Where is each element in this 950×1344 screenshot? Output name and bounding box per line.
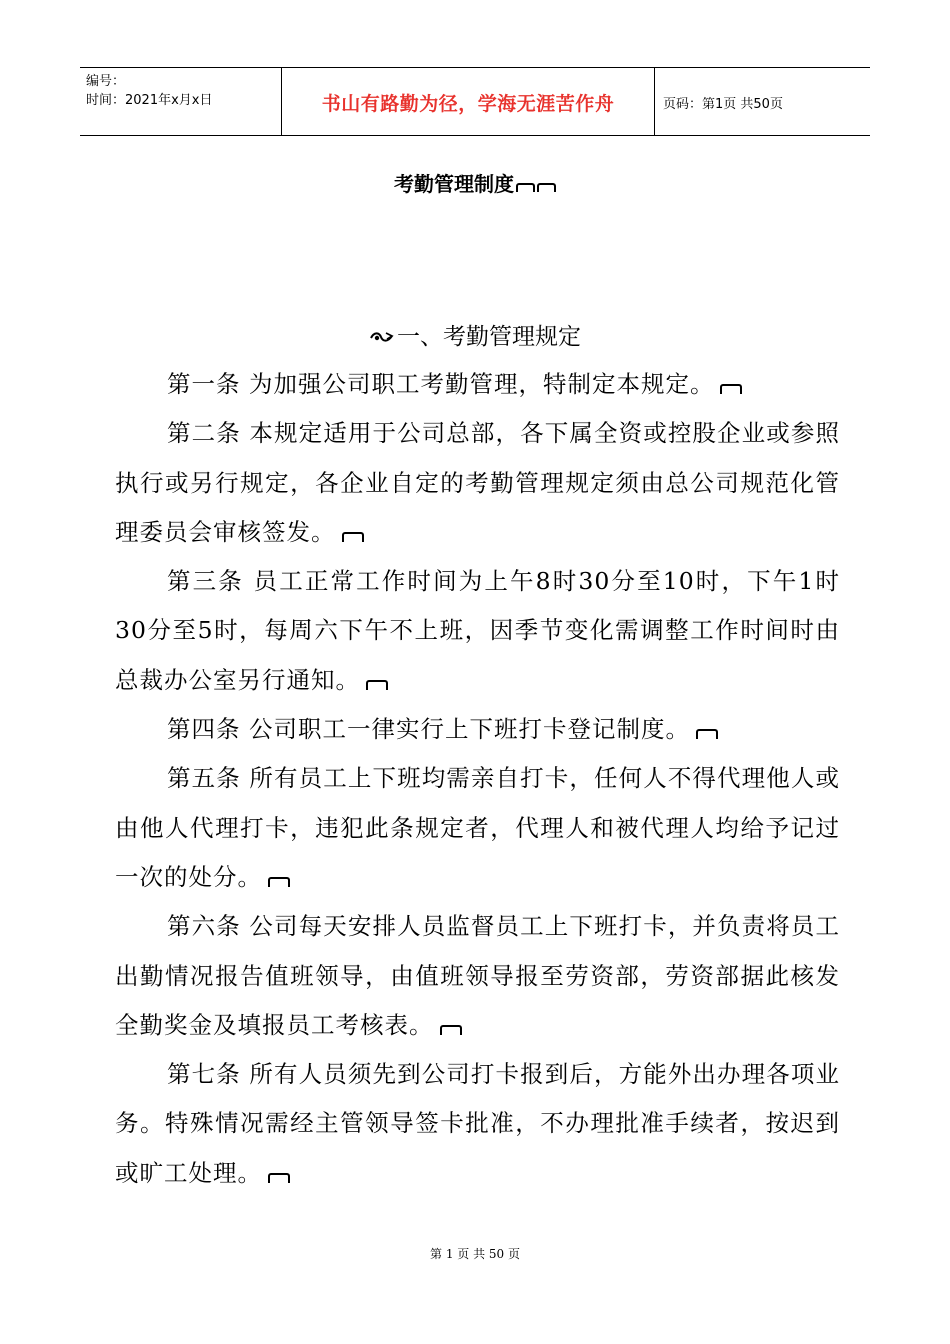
- article-paragraph: [115, 557, 840, 705]
- document-time-label: 时间：2021年x月x日: [86, 93, 213, 108]
- article-paragraph: [115, 1050, 840, 1198]
- header-motto: 书山有路勤为径，学海无涯苦作舟: [321, 93, 615, 115]
- paragraph-mark-icon: [720, 384, 742, 394]
- paragraph-mark-icon: [366, 680, 388, 690]
- article-text: 第四条 公司职工一律实行上下班打卡登记制度。: [167, 715, 690, 744]
- document-title: 考勤管理制度: [394, 172, 514, 196]
- paragraph-mark-icon: [537, 183, 556, 192]
- paragraph-mark-icon: [440, 1025, 462, 1035]
- article-paragraph: [115, 754, 840, 902]
- paragraph-mark-icon: [342, 532, 364, 542]
- article-text: 第七条 所有人员须先到公司打卡报到后，方能外出办理各项业务。特殊情况需经主管领导签卡批准，不办理批准手续者，按迟到或旷工处理。: [115, 1060, 840, 1187]
- header-table: [80, 67, 870, 136]
- paragraph-mark-icon: [516, 183, 535, 192]
- article-paragraph: [115, 705, 840, 754]
- header-info-cell: [80, 68, 282, 135]
- section-heading-line: [0, 318, 950, 351]
- ornament-icon: [369, 329, 395, 345]
- document-number-label: 编号：: [86, 74, 126, 89]
- article-text: 第六条 公司每天安排人员监督员工上下班打卡，并负责将员工出勤情况报告值班领导，由值班领导报至劳资部，劳资部据此核发全勤奖金及填报员工考核表。: [115, 912, 840, 1039]
- article-paragraph: [115, 902, 840, 1050]
- article-paragraph: [115, 360, 840, 409]
- document-body: [115, 360, 840, 1198]
- article-text: 第二条 本规定适用于公司总部，各下属全资或控股企业或参照执行或另行规定，各企业自定的考勤管理规定须由总公司规范化管理委员会审核签发。: [115, 419, 840, 546]
- article-text: 第一条 为加强公司职工考勤管理，特制定本规定。: [167, 370, 715, 398]
- article-paragraph: [115, 409, 840, 557]
- article-text: 第五条 所有员工上下班均需亲自打卡，任何人不得代理他人或由他人代理打卡，违犯此条规定者，代理人和被代理人均给予记过一次的处分。: [115, 764, 840, 891]
- header-motto-cell: [282, 68, 655, 135]
- section-heading: 一、考勤管理规定: [397, 324, 581, 350]
- document-title-line: [0, 168, 950, 197]
- page-footer: 第 1 页 共 50 页: [430, 1247, 520, 1261]
- header-page-label: 页码：第1页 共50页: [663, 97, 783, 112]
- paragraph-mark-icon: [268, 1173, 290, 1183]
- paragraph-mark-icon: [268, 877, 290, 887]
- header-page-cell: [655, 68, 870, 135]
- article-text: 第三条 员工正常工作时间为上午8时30分至10时，下午1时30分至5时，每周六下午不上班，因季节变化需调整工作时间时由总裁办公室另行通知。: [115, 567, 840, 694]
- paragraph-mark-icon: [696, 729, 718, 739]
